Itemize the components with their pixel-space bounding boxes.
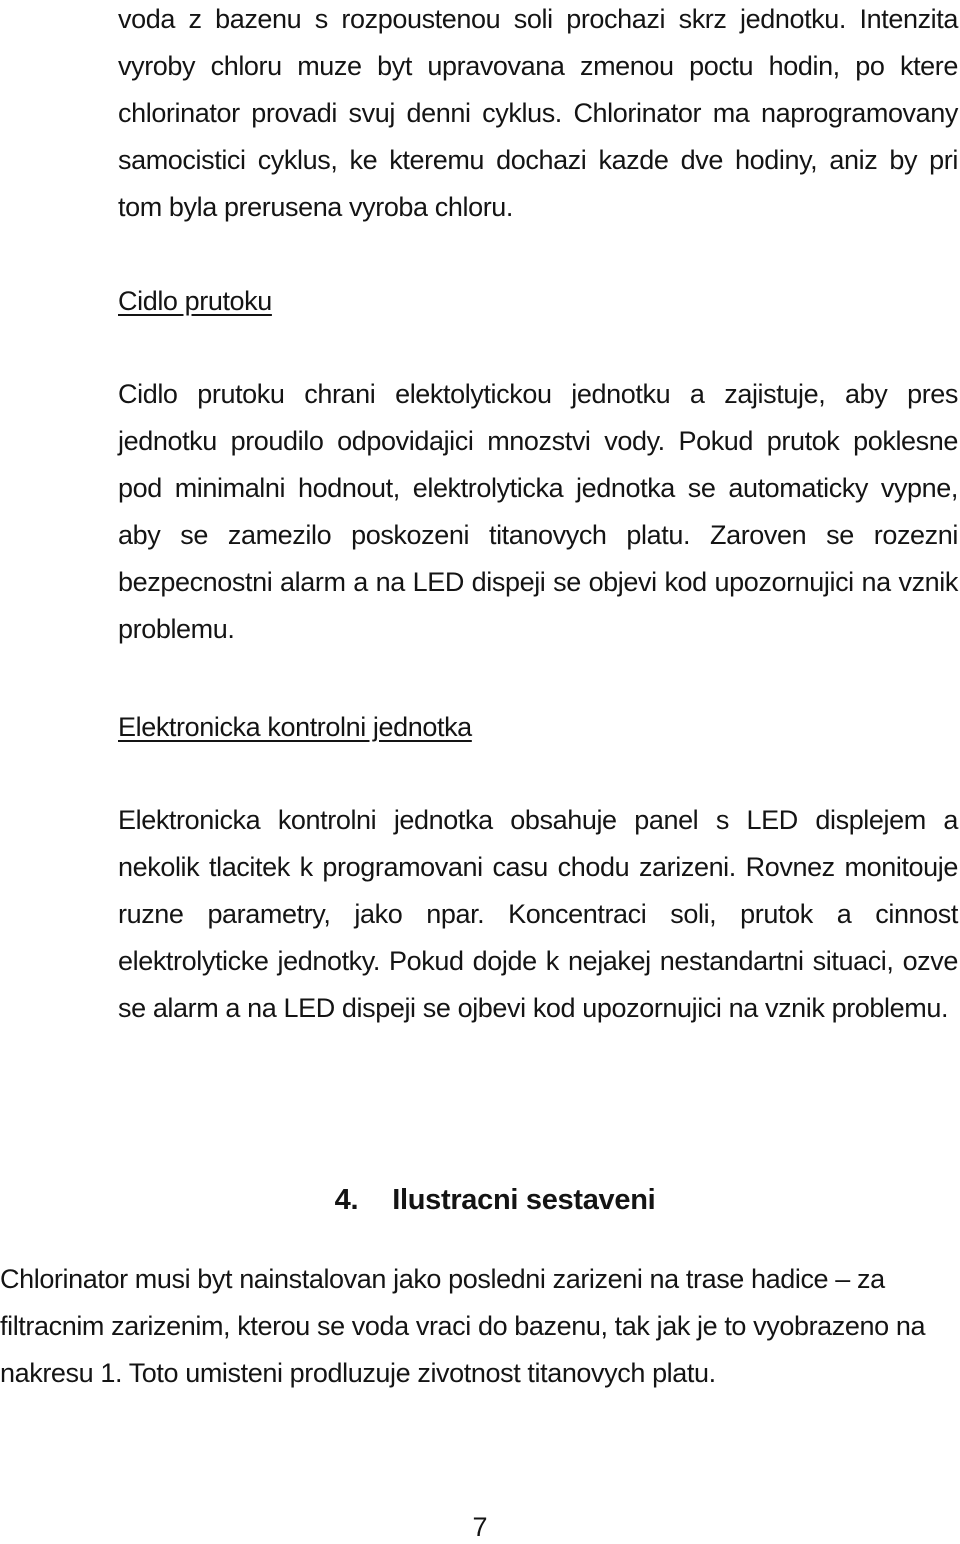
- control-unit-heading: Elektronicka kontrolni jednotka: [118, 712, 472, 742]
- section-number: 4.: [334, 1184, 359, 1216]
- control-unit-paragraph: Elektronicka kontrolni jednotka obsahuje panel s LED displejem a nekolik tlacitek k programovani casu chodu zarizeni. Rovnez monitouje ruzne parametry, jako npar. Koncentraci soli, prutok a cinnost elektrolyticke jednotky. Pokud dojde k nejakej nestandartni situaci, ozve se alarm a na LED dispeji se ojbevi kod upozornujici na vznik problemu.: [118, 805, 958, 1023]
- section-4-title: [0, 1182, 960, 1218]
- section-4-paragraph: Chlorinator musi byt nainstalovan jako posledni zarizeni na trase hadice – za filtracnim zarizenim, kterou se voda vraci do bazenu, tak jak je to vyobrazeno na nakresu 1. Toto umisteni prodluzuje zivotnost titanovych platu.: [0, 1264, 926, 1388]
- flow-sensor-heading: Cidlo prutoku: [118, 286, 272, 316]
- flow-sensor-paragraph: Cidlo prutoku chrani elektolytickou jednotku a zajistuje, aby pres jednotku proudilo odpovidajici mnozstvi vody. Pokud prutok poklesne pod minimalni hodnout, elektrolyticka jednotka se automaticky vypne, aby se zamezilo poskozeni titanovych platu. Zaroven se rozezni bezpecnostni alarm a na LED dispeji se objevi kod upozornujici na vznik problemu.: [118, 379, 958, 644]
- section-title-text: Ilustracni sestaveni: [392, 1184, 656, 1216]
- page-number: 7: [472, 1512, 488, 1542]
- intro-paragraph: voda z bazenu s rozpoustenou soli prochazi skrz jednotku. Intenzita vyroby chloru muze byt upravovana zmenou poctu hodin, po ktere chlorinator provadi svuj denni cyklus. Chlorinator ma naprogramovany samocistici cyklus, ke kteremu dochazi kazde dve hodiny, aniz by pri tom byla prerusena vyroba chloru.: [118, 4, 958, 222]
